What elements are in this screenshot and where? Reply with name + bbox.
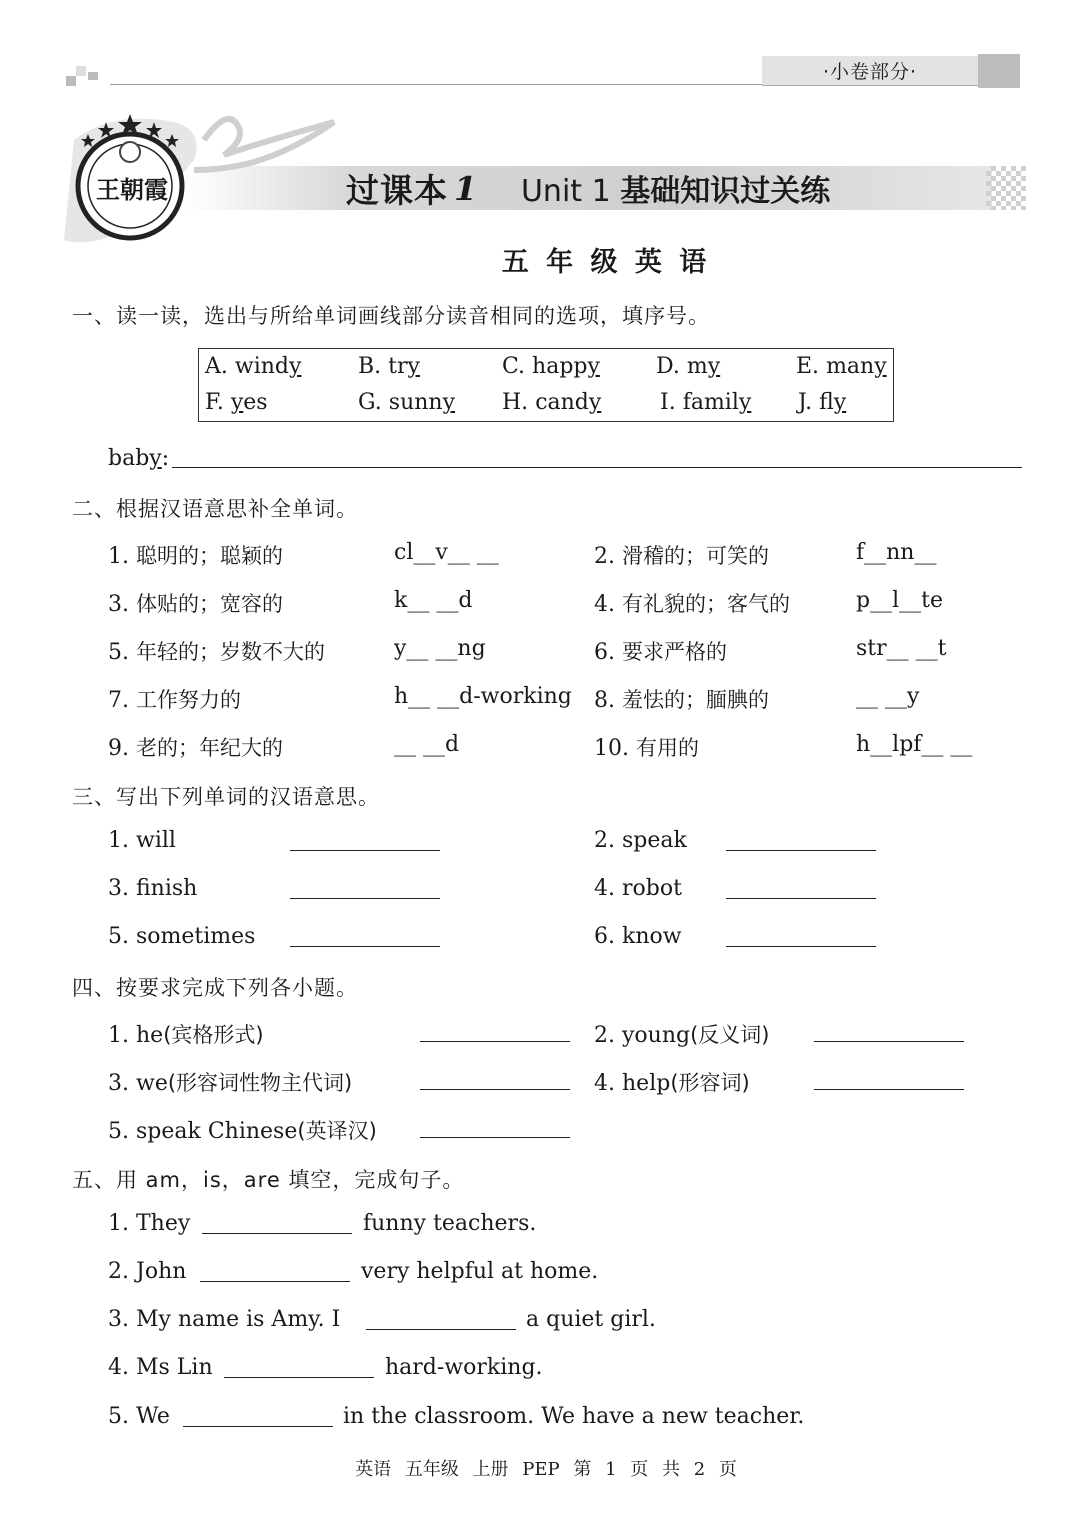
option-h: H. candy bbox=[502, 390, 602, 415]
s2-item: 9. 老的；年纪大的 bbox=[108, 736, 283, 761]
s3-item: 3. finish bbox=[108, 876, 198, 901]
s5-blank[interactable] bbox=[202, 1233, 352, 1234]
s3-answer-line[interactable] bbox=[726, 946, 876, 947]
s2-word[interactable]: __ __d bbox=[394, 732, 460, 757]
s3-answer-line[interactable] bbox=[290, 946, 440, 947]
option-b: B. try bbox=[358, 354, 420, 379]
s5-blank[interactable] bbox=[224, 1377, 374, 1378]
s5-sentence: 1. They bbox=[108, 1211, 191, 1236]
s4-item: 4. help(形容词) bbox=[594, 1071, 750, 1096]
s4-answer-line[interactable] bbox=[814, 1041, 964, 1042]
s5-sentence-end: very helpful at home. bbox=[361, 1259, 599, 1284]
s3-item: 2. speak bbox=[594, 828, 687, 853]
s5-blank[interactable] bbox=[366, 1329, 516, 1330]
answer-word: baby: bbox=[108, 446, 170, 471]
s5-sentence-end: in the classroom. We have a new teacher. bbox=[343, 1404, 805, 1429]
page-footer: 英语 五年级 上册 PEP 第 1 页 共 2 页 bbox=[355, 1459, 737, 1480]
s5-sentence: 2. John bbox=[108, 1259, 187, 1284]
s4-item: 5. speak Chinese(英译汉) bbox=[108, 1119, 377, 1144]
title-number: 1 bbox=[454, 168, 477, 208]
section4-heading: 四、按要求完成下列各小题。 bbox=[72, 976, 358, 1000]
option-f: F. yes bbox=[205, 390, 268, 415]
s5-blank[interactable] bbox=[200, 1281, 350, 1282]
s2-word[interactable]: h__ __d-working bbox=[394, 684, 572, 709]
section2-heading: 二、根据汉语意思补全单词。 bbox=[72, 497, 358, 521]
option-g: G. sunny bbox=[358, 390, 456, 415]
s3-item: 1. will bbox=[108, 828, 176, 853]
title-unit-text: Unit 1 bbox=[520, 174, 611, 209]
s4-answer-line[interactable] bbox=[420, 1089, 570, 1090]
s2-item: 1. 聪明的；聪颖的 bbox=[108, 544, 283, 569]
s4-item: 2. young(反义词) bbox=[594, 1023, 770, 1048]
s4-answer-line[interactable] bbox=[420, 1137, 570, 1138]
brand-name: 王朝霞 bbox=[96, 175, 168, 204]
title-rest: 基础知识过关练 bbox=[620, 174, 831, 209]
s5-sentence-end: a quiet girl. bbox=[526, 1307, 656, 1332]
header-rule bbox=[110, 84, 770, 85]
s3-item: 4. robot bbox=[594, 876, 682, 901]
title-unit bbox=[521, 166, 830, 210]
s5-sentence: 5. We bbox=[108, 1404, 170, 1429]
s2-word[interactable]: str__ __t bbox=[856, 636, 947, 661]
s2-word[interactable]: k__ __d bbox=[394, 588, 473, 613]
s5-sentence-end: funny teachers. bbox=[363, 1211, 537, 1236]
s2-item: 10. 有用的 bbox=[594, 736, 699, 761]
page-subtitle: 五 年 级 英 语 bbox=[501, 247, 711, 278]
s2-item: 8. 羞怯的；腼腆的 bbox=[594, 688, 769, 713]
s3-answer-line[interactable] bbox=[726, 850, 876, 851]
s5-sentence-end: hard-working. bbox=[385, 1355, 543, 1380]
s4-answer-line[interactable] bbox=[420, 1041, 570, 1042]
s2-word[interactable]: f__nn__ bbox=[856, 540, 937, 565]
s2-item: 3. 体贴的；宽容的 bbox=[108, 592, 283, 617]
s2-word[interactable]: __ __y bbox=[856, 684, 920, 709]
s4-item: 1. he(宾格形式) bbox=[108, 1023, 264, 1048]
option-a: A. windy bbox=[205, 354, 302, 379]
section3-heading: 三、写出下列单词的汉语意思。 bbox=[72, 785, 380, 809]
option-d: D. my bbox=[656, 354, 721, 379]
s4-item: 3. we(形容词性物主代词) bbox=[108, 1071, 353, 1096]
s3-item: 6. know bbox=[594, 924, 682, 949]
s2-item: 2. 滑稽的；可笑的 bbox=[594, 544, 769, 569]
title-prefix: 过课本 bbox=[346, 170, 448, 210]
s4-answer-line[interactable] bbox=[814, 1089, 964, 1090]
s2-word[interactable]: cl__v__ __ bbox=[394, 540, 499, 565]
s5-sentence: 3. My name is Amy. I bbox=[108, 1307, 341, 1332]
page-title bbox=[346, 168, 830, 208]
section-tag: ·小卷部分· bbox=[762, 56, 978, 86]
section5-heading: 五、用 am，is，are 填空，完成句子。 bbox=[72, 1168, 465, 1192]
s3-answer-line[interactable] bbox=[726, 898, 876, 899]
s2-item: 7. 工作努力的 bbox=[108, 688, 241, 713]
option-c: C. happy bbox=[502, 354, 600, 379]
s5-sentence: 4. Ms Lin bbox=[108, 1355, 213, 1380]
s2-item: 5. 年轻的；岁数不大的 bbox=[108, 640, 325, 665]
s2-word[interactable]: h__lpf__ __ bbox=[856, 732, 973, 757]
option-e: E. many bbox=[796, 354, 887, 379]
tag-accent bbox=[978, 54, 1020, 88]
s3-answer-line[interactable] bbox=[290, 850, 440, 851]
option-j: J. fly bbox=[798, 390, 847, 415]
option-i: I. family bbox=[660, 390, 752, 415]
title-checker bbox=[986, 166, 1026, 210]
s2-item: 6. 要求严格的 bbox=[594, 640, 727, 665]
answer-line[interactable] bbox=[172, 467, 1022, 468]
s2-word[interactable]: y__ __ng bbox=[394, 636, 486, 661]
s2-item: 4. 有礼貌的；客气的 bbox=[594, 592, 790, 617]
section1-heading: 一、读一读，选出与所给单词画线部分读音相同的选项，填序号。 bbox=[72, 304, 710, 328]
corner-decoration bbox=[66, 64, 106, 86]
s5-blank[interactable] bbox=[183, 1426, 333, 1427]
s3-answer-line[interactable] bbox=[290, 898, 440, 899]
s3-item: 5. sometimes bbox=[108, 924, 256, 949]
s2-word[interactable]: p__l__te bbox=[856, 588, 943, 613]
